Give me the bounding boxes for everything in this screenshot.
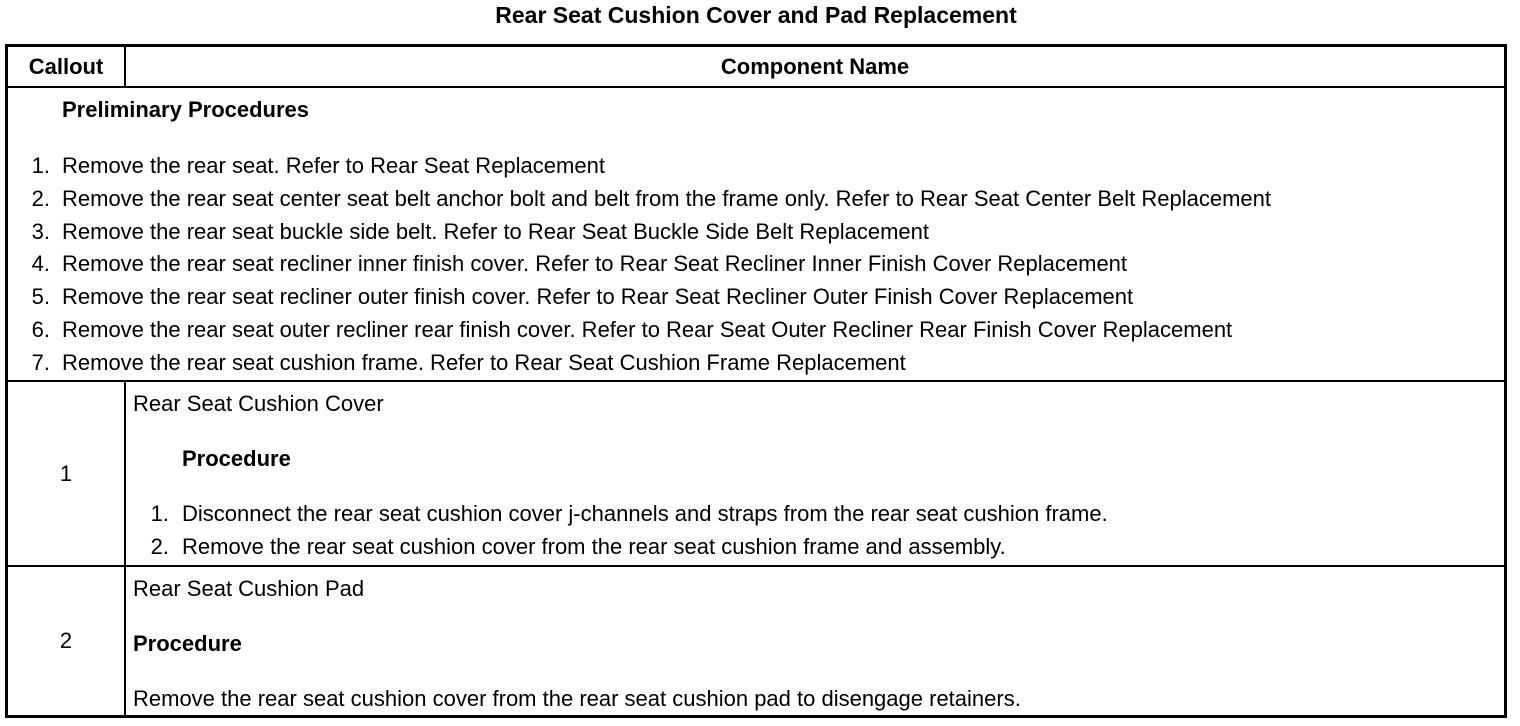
component-cell xyxy=(126,382,1504,565)
document-title: Rear Seat Cushion Cover and Pad Replacement xyxy=(495,2,1017,28)
preliminary-step xyxy=(8,281,1498,314)
preliminary-step xyxy=(8,150,1498,183)
table-header-row xyxy=(8,47,1504,88)
step-number: 1. xyxy=(31,153,50,178)
preliminary-step xyxy=(8,183,1498,216)
component-cell xyxy=(126,567,1504,715)
step-number: 5. xyxy=(31,284,50,310)
step-number: 2. xyxy=(31,185,50,211)
step-text: Remove the rear seat recliner inner finish cover. Refer to Rear Seat Recliner Inner Finish Cover Replacement xyxy=(62,251,1128,277)
step-number: 6. xyxy=(31,316,50,342)
step-number: 1. xyxy=(150,501,169,526)
callout-cell: 2 xyxy=(8,567,126,715)
step-number: 4. xyxy=(31,251,50,277)
step-number: 3. xyxy=(31,218,50,244)
preliminary-step xyxy=(8,314,1498,347)
preliminary-step xyxy=(8,216,1498,249)
step-number: 2. xyxy=(150,534,169,559)
step-text: Remove the rear seat buckle side belt. Refer to Rear Seat Buckle Side Belt Replacement xyxy=(62,218,930,244)
step-text: Remove the rear seat cushion frame. Refer to Rear Seat Cushion Frame Replacement xyxy=(62,349,906,375)
procedure-heading: Procedure xyxy=(182,446,291,471)
step-text: Disconnect the rear seat cushion cover j-channels and straps from the rear seat cushion frame. xyxy=(182,501,1108,526)
component-table xyxy=(5,44,1507,718)
step-text: Remove the rear seat outer recliner rear finish cover. Refer to Rear Seat Outer Recliner Rear Finish Cover Replacement xyxy=(62,316,1233,342)
component-name: Rear Seat Cushion Cover xyxy=(133,391,384,416)
preliminary-procedures-section xyxy=(8,88,1504,382)
preliminary-step xyxy=(8,248,1498,281)
table-row xyxy=(8,382,1504,567)
preliminary-step xyxy=(8,347,1498,380)
preliminary-procedures-heading: Preliminary Procedures xyxy=(62,97,310,122)
step-text: Remove the rear seat cushion cover from the rear seat cushion frame and assembly. xyxy=(182,534,1006,559)
procedure-text: Remove the rear seat cushion cover from the rear seat cushion pad to disengage retainers. xyxy=(133,686,1021,711)
component-name-column-header: Component Name xyxy=(720,54,910,79)
procedure-heading: Procedure xyxy=(133,631,242,656)
step-number: 7. xyxy=(31,349,50,375)
component-name: Rear Seat Cushion Pad xyxy=(133,576,365,601)
preliminary-steps-list xyxy=(8,150,1498,380)
callout-cell: 1 xyxy=(8,382,126,565)
step-text: Remove the rear seat recliner outer finish cover. Refer to Rear Seat Recliner Outer Finish Cover Replacement xyxy=(62,284,1134,310)
step-text: Remove the rear seat center seat belt anchor bolt and belt from the frame only. Refer to Rear Seat Center Belt Replacement xyxy=(62,185,1271,211)
step-text: Remove the rear seat. Refer to Rear Seat Replacement xyxy=(62,153,605,178)
table-row xyxy=(8,567,1504,715)
callout-column-header: Callout xyxy=(8,47,126,86)
